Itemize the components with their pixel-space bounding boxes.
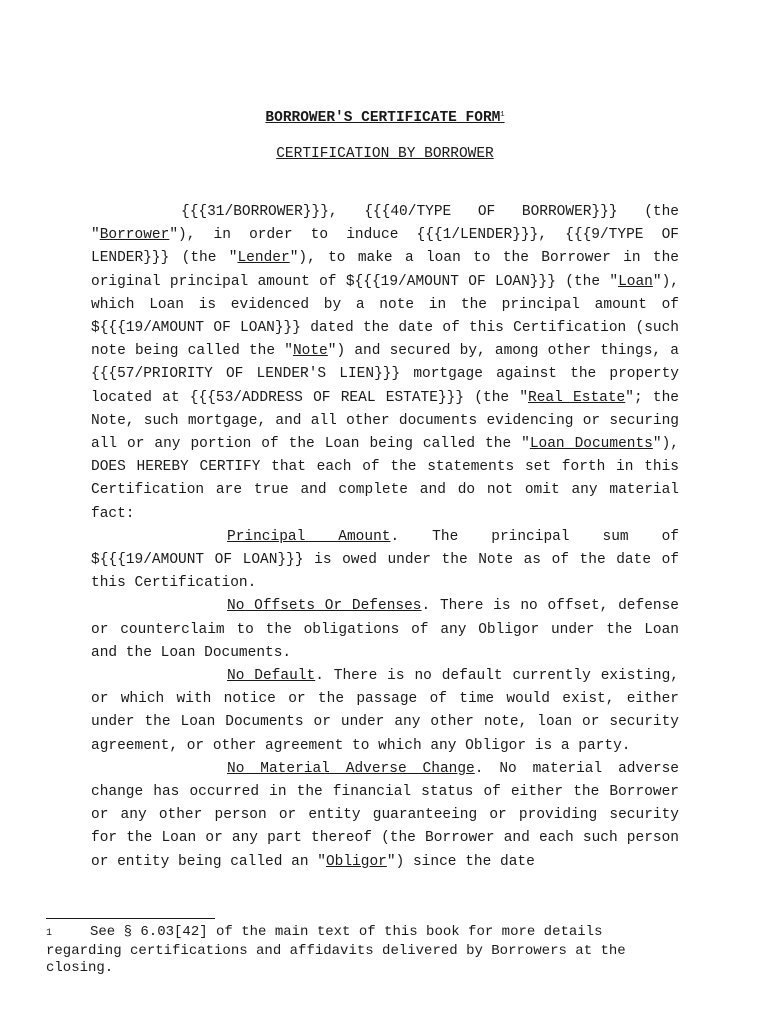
item-heading: Principal Amount: [227, 528, 391, 545]
term-lender: Lender: [237, 250, 290, 267]
item-text: . The principal sum of ${{{19/AMOUNT OF LOAN}}} is owed under the Note as of the date of this Certification.: [91, 528, 679, 592]
item-text: . There is no offset, defense or counterclaim to the obligations of any Obligor under the Loan and the Loan Documents.: [91, 598, 679, 661]
item-no-offsets: [91, 595, 679, 665]
intro-paragraph: [91, 201, 679, 526]
item-heading: No Default: [227, 668, 316, 685]
term-obligor: Obligor: [325, 853, 387, 870]
term-real-estate: Real Estate: [528, 389, 626, 406]
item-no-material-adverse-change: [91, 758, 679, 874]
term-borrower: Borrower: [99, 227, 170, 244]
intro-text: "), in order to induce {{{1/LENDER}}}, {{{9/TYPE OF LENDER}}} (the ": [91, 227, 679, 267]
item-heading: No Offsets Or Defenses: [227, 598, 422, 615]
term-note: Note: [292, 343, 328, 360]
intro-text: {{{31/BORROWER}}}, {{{40/TYPE OF BORROWER}}} (the ": [91, 204, 679, 244]
intro-text: "; the Note, such mortgage, and all other documents evidencing or securing all or any portion of the Loan being called the ": [91, 389, 679, 453]
certification-body: [91, 201, 679, 874]
document-title: [0, 110, 770, 126]
intro-text: "), to make a loan to the Borrower in the original principal amount of ${{{19/AMOUNT OF LOAN}}} (the ": [91, 250, 679, 290]
footnote-divider: [46, 918, 215, 919]
document-subtitle: CERTIFICATION BY BORROWER: [276, 146, 494, 162]
item-no-default: [91, 665, 679, 758]
term-loan-documents: Loan Documents: [529, 436, 653, 453]
item-text: ") since the date: [386, 853, 535, 870]
title-footnote-ref[interactable]: 1: [500, 111, 505, 119]
item-principal-amount: [91, 526, 679, 596]
footnote-number: 1: [46, 928, 53, 939]
footnote-text: See § 6.03[42] of the main text of this book for more details regarding certifications and affidavits delivered by Borrowers at the closing.: [46, 924, 626, 976]
footnote: [46, 924, 676, 978]
intro-text: "), DOES HEREBY CERTIFY that each of the statements set forth in this Certification are true and complete and do not omit any material fact:: [91, 436, 679, 522]
term-loan: Loan: [618, 273, 653, 290]
item-text: . No material adverse change has occurred in the financial status of either the Borrower or any other person or entity guaranteeing or providing security for the Loan or any part thereof (the Borrower and each such person or entity being called an ": [91, 760, 679, 870]
title-text: BORROWER'S CERTIFICATE FORM: [265, 110, 501, 126]
intro-text: ") and secured by, among other things, a {{{57/PRIORITY OF LENDER'S LIEN}}} mortgage against the property located at {{{53/ADDRESS OF REAL ESTATE}}} (the ": [91, 343, 679, 406]
item-heading: No Material Adverse Change: [227, 760, 475, 777]
item-text: . There is no default currently existing, or which with notice or the passage of time would exist, either under the Loan Documents or under any other note, loan or security agreement, or other agreement to which any Obligor is a party.: [91, 668, 680, 754]
intro-text: "), which Loan is evidenced by a note in the principal amount of ${{{19/AMOUNT OF LOAN}}} dated the date of this Certification (such note being called the ": [91, 273, 679, 360]
